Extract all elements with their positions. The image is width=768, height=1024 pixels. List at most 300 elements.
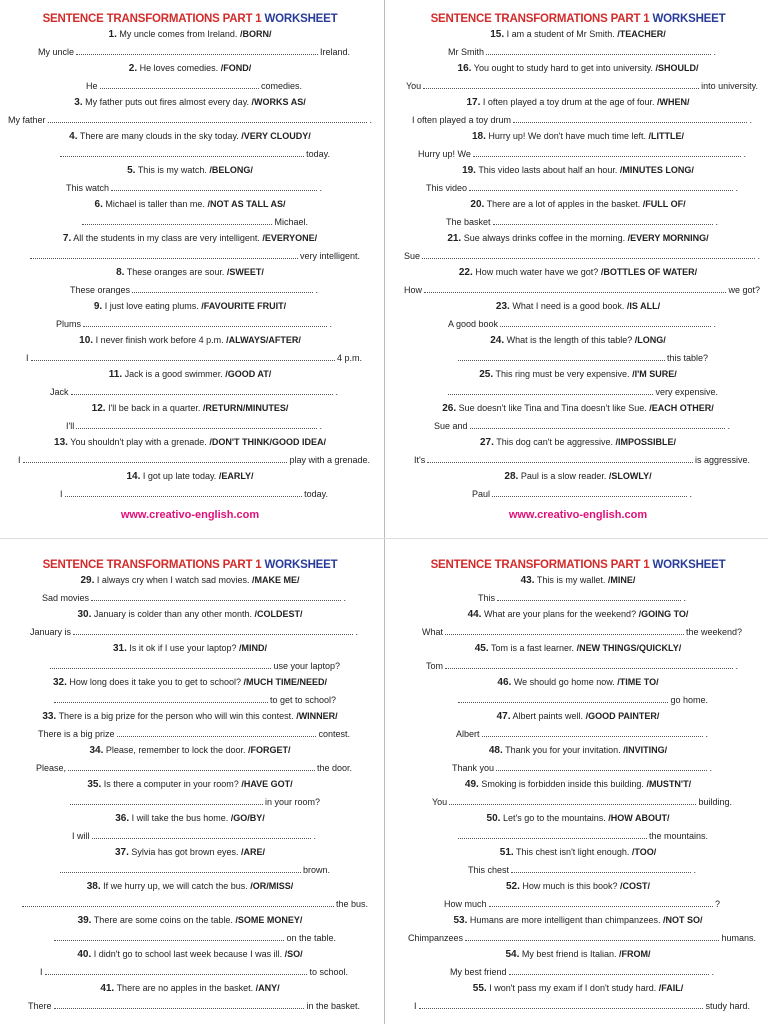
exercise-number: 33. bbox=[42, 711, 57, 722]
answer-line bbox=[8, 43, 372, 60]
exercise-keyword: /FOND/ bbox=[220, 63, 252, 73]
answer-blank[interactable] bbox=[422, 258, 755, 259]
answer-blank[interactable] bbox=[48, 122, 368, 123]
exercise-number: 8. bbox=[116, 267, 125, 278]
exercise-sentence: I didn't go to school last week because I was ill. bbox=[93, 949, 283, 959]
answer-line bbox=[8, 451, 372, 468]
exercise-question bbox=[396, 332, 760, 349]
exercise-keyword: /BOTTLES OF WATER/ bbox=[600, 267, 698, 277]
title-part2: WORKSHEET bbox=[652, 13, 726, 25]
answer-prefix: Plums bbox=[56, 319, 82, 329]
answer-line bbox=[8, 179, 372, 196]
exercise-number: 40. bbox=[77, 949, 92, 960]
answer-blank[interactable] bbox=[493, 224, 714, 225]
exercise-question bbox=[396, 572, 760, 589]
answer-prefix: Sue bbox=[404, 251, 421, 261]
answer-blank[interactable] bbox=[513, 122, 747, 123]
answer-prefix: Jack bbox=[50, 387, 69, 397]
exercise-question bbox=[8, 844, 372, 861]
exercise-number: 38. bbox=[86, 881, 101, 892]
exercise-sentence: Hurry up! We don't have much time left. bbox=[488, 131, 647, 141]
exercise-list bbox=[8, 572, 372, 1014]
answer-blank[interactable] bbox=[458, 838, 647, 839]
answer-line bbox=[396, 111, 760, 128]
answer-suffix: to get to school? bbox=[269, 695, 336, 705]
exercise-sentence: All the students in my class are very intelligent. bbox=[73, 233, 260, 243]
exercise-number: 45. bbox=[474, 643, 489, 654]
answer-blank[interactable] bbox=[68, 770, 315, 771]
exercise-question bbox=[396, 468, 760, 485]
answer-line bbox=[396, 315, 760, 332]
worksheet-panel-bottom-left bbox=[8, 546, 372, 1014]
exercise-question bbox=[8, 572, 372, 589]
answer-prefix: There bbox=[28, 1001, 52, 1011]
answer-blank[interactable] bbox=[111, 190, 317, 191]
answer-prefix: What bbox=[422, 627, 444, 637]
answer-blank[interactable] bbox=[76, 54, 318, 55]
exercise-number: 55. bbox=[472, 983, 487, 994]
answer-line bbox=[396, 281, 760, 298]
exercise-question bbox=[8, 640, 372, 657]
exercise-question bbox=[8, 946, 372, 963]
answer-blank[interactable] bbox=[482, 736, 704, 737]
exercise-number: 27. bbox=[479, 437, 494, 448]
answer-blank[interactable] bbox=[486, 54, 711, 55]
answer-line bbox=[396, 861, 760, 878]
answer-suffix: . bbox=[713, 47, 716, 57]
exercise-question bbox=[8, 878, 372, 895]
answer-blank[interactable] bbox=[92, 838, 312, 839]
answer-line bbox=[396, 691, 760, 708]
answer-prefix: I bbox=[26, 353, 29, 363]
exercise-question bbox=[8, 468, 372, 485]
answer-prefix: Mr Smith bbox=[448, 47, 484, 57]
answer-prefix: Paul bbox=[472, 489, 491, 499]
answer-prefix: These oranges bbox=[70, 285, 131, 295]
exercise-question bbox=[396, 912, 760, 929]
answer-suffix: . bbox=[369, 115, 372, 125]
exercise-sentence: Humans are more intelligent than chimpanzees. bbox=[469, 915, 661, 925]
answer-blank[interactable] bbox=[54, 940, 284, 941]
exercise-question bbox=[396, 434, 760, 451]
exercise-question bbox=[396, 742, 760, 759]
exercise-sentence: January is colder than any other month. bbox=[93, 609, 252, 619]
answer-suffix: . bbox=[329, 319, 332, 329]
answer-line bbox=[396, 589, 760, 606]
exercise-keyword: /FAVOURITE FRUIT/ bbox=[201, 301, 287, 311]
answer-prefix: Thank you bbox=[452, 763, 495, 773]
answer-line bbox=[8, 145, 372, 162]
exercise-question bbox=[396, 810, 760, 827]
answer-line bbox=[396, 963, 760, 980]
answer-line bbox=[8, 417, 372, 434]
exercise-number: 5. bbox=[127, 165, 136, 176]
exercise-question bbox=[396, 606, 760, 623]
exercise-keyword: /LONG/ bbox=[634, 335, 666, 345]
answer-suffix: use your laptop? bbox=[273, 661, 340, 671]
answer-blank[interactable] bbox=[22, 906, 334, 907]
exercise-keyword: /BELONG/ bbox=[209, 165, 253, 175]
exercise-sentence: My uncle comes from Ireland. bbox=[119, 29, 238, 39]
exercise-sentence: I just love eating plums. bbox=[104, 301, 199, 311]
exercise-keyword: /COLDEST/ bbox=[254, 609, 303, 619]
answer-blank[interactable] bbox=[65, 496, 303, 497]
exercise-keyword: /IS ALL/ bbox=[626, 301, 661, 311]
exercise-question bbox=[8, 366, 372, 383]
answer-blank[interactable] bbox=[83, 326, 327, 327]
answer-blank[interactable] bbox=[23, 462, 288, 463]
answer-blank[interactable] bbox=[469, 190, 733, 191]
exercise-sentence: This dog can't be aggressive. bbox=[496, 437, 613, 447]
answer-prefix: Sue and bbox=[434, 421, 468, 431]
worksheet-panel-bottom-right bbox=[396, 546, 760, 1014]
answer-suffix: brown. bbox=[302, 865, 330, 875]
exercise-number: 46. bbox=[497, 677, 512, 688]
answer-line bbox=[396, 179, 760, 196]
answer-blank[interactable] bbox=[70, 804, 263, 805]
answer-line bbox=[396, 77, 760, 94]
answer-suffix: the door. bbox=[316, 763, 352, 773]
answer-prefix: You bbox=[432, 797, 448, 807]
exercise-sentence: You shouldn't play with a grenade. bbox=[70, 437, 207, 447]
answer-prefix: Hurry up! We bbox=[418, 149, 471, 159]
exercise-keyword: /INVITING/ bbox=[623, 745, 668, 755]
exercise-keyword: /VERY CLOUDY/ bbox=[241, 131, 311, 141]
exercise-keyword: /BORN/ bbox=[239, 29, 272, 39]
answer-blank[interactable] bbox=[54, 1008, 305, 1009]
exercise-number: 3. bbox=[74, 97, 83, 108]
answer-blank[interactable] bbox=[448, 394, 653, 395]
answer-blank[interactable] bbox=[458, 702, 668, 703]
exercise-number: 17. bbox=[466, 97, 481, 108]
answer-prefix: A good book bbox=[448, 319, 499, 329]
exercise-sentence: Please, remember to lock the door. bbox=[105, 745, 246, 755]
answer-line bbox=[8, 997, 372, 1014]
answer-line bbox=[396, 145, 760, 162]
exercise-sentence: I often played a toy drum at the age of four. bbox=[482, 97, 655, 107]
answer-suffix: . bbox=[335, 387, 338, 397]
answer-suffix: on the table. bbox=[286, 933, 336, 943]
answer-blank[interactable] bbox=[511, 872, 691, 873]
answer-suffix: the bus. bbox=[335, 899, 368, 909]
answer-line bbox=[396, 417, 760, 434]
exercise-question bbox=[396, 946, 760, 963]
worksheet-panel-top-left bbox=[8, 0, 372, 526]
exercise-keyword: /FROM/ bbox=[618, 949, 651, 959]
answer-prefix: Chimpanzees bbox=[408, 933, 464, 943]
answer-line bbox=[8, 929, 372, 946]
answer-line bbox=[8, 315, 372, 332]
answer-prefix: How much bbox=[444, 899, 487, 909]
exercise-sentence: How much water have we got? bbox=[475, 267, 599, 277]
answer-blank[interactable] bbox=[31, 360, 335, 361]
answer-line bbox=[396, 383, 760, 400]
answer-prefix: My father bbox=[8, 115, 46, 125]
answer-suffix: . bbox=[709, 763, 712, 773]
exercise-sentence: You ought to study hard to get into university. bbox=[473, 63, 653, 73]
answer-line bbox=[8, 111, 372, 128]
exercise-number: 22. bbox=[458, 267, 473, 278]
answer-prefix: Tom bbox=[426, 661, 444, 671]
answer-line bbox=[396, 793, 760, 810]
exercise-keyword: /DON'T THINK/GOOD IDEA/ bbox=[209, 437, 326, 447]
answer-blank[interactable] bbox=[73, 634, 353, 635]
exercise-question bbox=[8, 162, 372, 179]
answer-blank[interactable] bbox=[427, 462, 693, 463]
exercise-number: 36. bbox=[115, 813, 130, 824]
exercise-sentence: How much is this book? bbox=[522, 881, 618, 891]
answer-blank[interactable] bbox=[419, 1008, 704, 1009]
title-part1: SENTENCE TRANSFORMATIONS PART 1 bbox=[42, 13, 262, 25]
exercise-keyword: /EVERYONE/ bbox=[262, 233, 318, 243]
answer-blank[interactable] bbox=[82, 224, 272, 225]
answer-blank[interactable] bbox=[423, 88, 699, 89]
website-url[interactable]: www.creativo-english.com bbox=[508, 509, 648, 521]
answer-blank[interactable] bbox=[30, 258, 298, 259]
exercise-number: 21. bbox=[447, 233, 462, 244]
answer-blank[interactable] bbox=[496, 770, 707, 771]
exercise-sentence: I'll be back in a quarter. bbox=[108, 403, 201, 413]
exercise-sentence: There are no apples in the basket. bbox=[116, 983, 254, 993]
exercise-keyword: /GOING TO/ bbox=[638, 609, 689, 619]
exercise-keyword: /SLOWLY/ bbox=[608, 471, 652, 481]
exercise-number: 19. bbox=[462, 165, 476, 176]
answer-suffix: . bbox=[355, 627, 358, 637]
exercise-number: 50. bbox=[486, 813, 501, 824]
answer-suffix: today. bbox=[304, 489, 328, 499]
exercise-sentence: Sylvia has got brown eyes. bbox=[131, 847, 239, 857]
answer-line bbox=[8, 657, 372, 674]
answer-prefix: I bbox=[18, 455, 21, 465]
answer-line bbox=[396, 657, 760, 674]
exercise-keyword: /OR/MISS/ bbox=[250, 881, 294, 891]
exercise-number: 16. bbox=[457, 63, 472, 74]
exercise-keyword: /WHEN/ bbox=[657, 97, 690, 107]
exercise-sentence: Tom is a fast learner. bbox=[491, 643, 575, 653]
exercise-keyword: /RETURN/MINUTES/ bbox=[202, 403, 289, 413]
exercise-keyword: /FORGET/ bbox=[248, 745, 291, 755]
exercise-keyword: /HAVE GOT/ bbox=[241, 779, 293, 789]
answer-suffix: . bbox=[711, 967, 714, 977]
worksheet-title bbox=[8, 0, 372, 26]
answer-prefix: My best friend bbox=[450, 967, 507, 977]
exercise-question bbox=[8, 94, 372, 111]
exercise-sentence: I always cry when I watch sad movies. bbox=[96, 575, 250, 585]
exercise-number: 15. bbox=[490, 29, 505, 40]
exercise-keyword: /MAKE ME/ bbox=[251, 575, 300, 585]
exercise-question bbox=[8, 434, 372, 451]
title-part1: SENTENCE TRANSFORMATIONS PART 1 bbox=[430, 13, 650, 25]
answer-blank[interactable] bbox=[424, 292, 726, 293]
answer-blank[interactable] bbox=[60, 872, 301, 873]
answer-suffix: this table? bbox=[666, 353, 708, 363]
answer-blank[interactable] bbox=[100, 88, 259, 89]
exercise-question bbox=[8, 776, 372, 793]
worksheet-title bbox=[396, 546, 760, 572]
exercise-question bbox=[8, 400, 372, 417]
exercise-sentence: These oranges are sour. bbox=[126, 267, 225, 277]
title-part2: WORKSHEET bbox=[652, 559, 726, 571]
answer-blank[interactable] bbox=[60, 156, 304, 157]
answer-suffix: study hard. bbox=[705, 1001, 750, 1011]
exercise-number: 11. bbox=[108, 369, 123, 380]
exercise-keyword: /EACH OTHER/ bbox=[649, 403, 714, 413]
exercise-keyword: /GOOD PAINTER/ bbox=[585, 711, 660, 721]
exercise-question bbox=[8, 332, 372, 349]
exercise-question bbox=[8, 264, 372, 281]
exercise-keyword: /SOME MONEY/ bbox=[235, 915, 303, 925]
exercise-question bbox=[396, 264, 760, 281]
answer-prefix: I bbox=[40, 967, 43, 977]
exercise-keyword: /NOT AS TALL AS/ bbox=[207, 199, 286, 209]
answer-suffix: the weekend? bbox=[685, 627, 742, 637]
exercise-number: 31. bbox=[113, 643, 127, 654]
answer-blank[interactable] bbox=[45, 974, 308, 975]
exercise-keyword: /EVERY MORNING/ bbox=[627, 233, 709, 243]
answer-suffix: very intelligent. bbox=[299, 251, 360, 261]
exercise-keyword: /GO/BY/ bbox=[230, 813, 265, 823]
answer-prefix: Albert bbox=[456, 729, 480, 739]
answer-suffix: . bbox=[743, 149, 746, 159]
exercise-sentence: Michael is taller than me. bbox=[105, 199, 205, 209]
exercise-question bbox=[396, 128, 760, 145]
answer-prefix: He bbox=[86, 81, 98, 91]
exercise-keyword: /I'M SURE/ bbox=[632, 369, 677, 379]
answer-line bbox=[396, 725, 760, 742]
exercise-keyword: /MUCH TIME/NEED/ bbox=[243, 677, 328, 687]
answer-line bbox=[8, 213, 372, 230]
answer-blank[interactable] bbox=[489, 906, 713, 907]
exercise-number: 32. bbox=[52, 677, 67, 688]
answer-line bbox=[8, 861, 372, 878]
answer-prefix: My uncle bbox=[38, 47, 75, 57]
answer-blank[interactable] bbox=[500, 326, 711, 327]
answer-suffix: . bbox=[715, 217, 718, 227]
exercise-sentence: Is there a computer in your room? bbox=[103, 779, 239, 789]
exercise-keyword: /WINNER/ bbox=[296, 711, 338, 721]
answer-blank[interactable] bbox=[473, 156, 742, 157]
exercise-number: 20. bbox=[470, 199, 485, 210]
exercise-list bbox=[396, 572, 760, 1014]
exercise-sentence: What is the length of this table? bbox=[506, 335, 633, 345]
exercise-keyword: /IMPOSSIBLE/ bbox=[615, 437, 677, 447]
answer-suffix: Ireland. bbox=[319, 47, 350, 57]
answer-line bbox=[8, 759, 372, 776]
exercise-keyword: /HOW ABOUT/ bbox=[608, 813, 670, 823]
answer-line bbox=[8, 589, 372, 606]
exercise-sentence: What I need is a good book. bbox=[512, 301, 625, 311]
exercise-sentence: He loves comedies. bbox=[139, 63, 219, 73]
answer-blank[interactable] bbox=[91, 600, 341, 601]
answer-suffix: . bbox=[727, 421, 730, 431]
answer-suffix: . bbox=[757, 251, 760, 261]
answer-suffix: building. bbox=[698, 797, 732, 807]
exercise-sentence: This ring must be very expensive. bbox=[495, 369, 630, 379]
exercise-sentence: I got up late today. bbox=[142, 471, 217, 481]
answer-suffix: in your room? bbox=[264, 797, 320, 807]
answer-suffix: . bbox=[683, 593, 686, 603]
answer-blank[interactable] bbox=[445, 634, 684, 635]
exercise-number: 4. bbox=[69, 131, 78, 142]
exercise-question bbox=[8, 742, 372, 759]
exercise-sentence: There are a lot of apples in the basket. bbox=[486, 199, 641, 209]
answer-blank[interactable] bbox=[465, 940, 719, 941]
answer-line bbox=[8, 725, 372, 742]
answer-suffix: humans. bbox=[721, 933, 756, 943]
exercise-number: 39. bbox=[77, 915, 92, 926]
answer-blank[interactable] bbox=[445, 668, 733, 669]
answer-prefix: I'll bbox=[66, 421, 75, 431]
exercise-sentence: My best friend is Italian. bbox=[521, 949, 617, 959]
answer-blank[interactable] bbox=[54, 702, 268, 703]
answer-blank[interactable] bbox=[71, 394, 334, 395]
exercise-keyword: /LITTLE/ bbox=[648, 131, 685, 141]
exercise-number: 29. bbox=[80, 575, 95, 586]
answer-prefix: January is bbox=[30, 627, 72, 637]
answer-blank[interactable] bbox=[492, 496, 687, 497]
exercise-question bbox=[8, 230, 372, 247]
exercise-question bbox=[8, 128, 372, 145]
exercise-keyword: /SO/ bbox=[284, 949, 303, 959]
answer-line bbox=[8, 623, 372, 640]
answer-prefix: How bbox=[404, 285, 423, 295]
answer-line bbox=[396, 213, 760, 230]
answer-line bbox=[8, 895, 372, 912]
answer-blank[interactable] bbox=[132, 292, 313, 293]
answer-prefix: Sad movies bbox=[42, 593, 90, 603]
answer-blank[interactable] bbox=[76, 428, 317, 429]
answer-suffix: comedies. bbox=[260, 81, 302, 91]
answer-suffix: . bbox=[313, 831, 316, 841]
answer-blank[interactable] bbox=[497, 600, 681, 601]
exercise-number: 48. bbox=[488, 745, 503, 756]
answer-blank[interactable] bbox=[509, 974, 710, 975]
exercise-question bbox=[396, 196, 760, 213]
answer-blank[interactable] bbox=[449, 804, 696, 805]
exercise-number: 49. bbox=[464, 779, 479, 790]
exercise-sentence: There are some coins on the table. bbox=[93, 915, 233, 925]
exercise-sentence: If we hurry up, we will catch the bus. bbox=[103, 881, 248, 891]
exercise-question bbox=[396, 776, 760, 793]
answer-blank[interactable] bbox=[50, 668, 271, 669]
exercise-question bbox=[8, 196, 372, 213]
answer-line bbox=[8, 485, 372, 502]
exercise-keyword: /ANY/ bbox=[255, 983, 280, 993]
exercise-sentence: Sue doesn't like Tina and Tina doesn't like Sue. bbox=[458, 403, 647, 413]
answer-blank[interactable] bbox=[117, 736, 317, 737]
exercise-keyword: /MINE/ bbox=[607, 575, 636, 585]
exercise-number: 34. bbox=[89, 745, 104, 756]
exercise-number: 1. bbox=[108, 29, 117, 40]
exercise-question bbox=[396, 844, 760, 861]
exercise-keyword: /SWEET/ bbox=[226, 267, 264, 277]
answer-blank[interactable] bbox=[458, 360, 665, 361]
answer-suffix: . bbox=[735, 183, 738, 193]
answer-suffix: . bbox=[319, 183, 322, 193]
exercise-number: 18. bbox=[471, 131, 486, 142]
title-part2: WORKSHEET bbox=[264, 13, 338, 25]
answer-suffix: . bbox=[315, 285, 318, 295]
exercise-number: 9. bbox=[93, 301, 103, 312]
exercise-sentence: Thank you for your invitation. bbox=[505, 745, 621, 755]
title-part2: WORKSHEET bbox=[264, 559, 338, 571]
website-url[interactable]: www.creativo-english.com bbox=[120, 509, 260, 521]
answer-line bbox=[396, 895, 760, 912]
answer-line bbox=[8, 349, 372, 366]
answer-blank[interactable] bbox=[470, 428, 726, 429]
exercise-sentence: Let's go to the mountains. bbox=[502, 813, 606, 823]
answer-line bbox=[396, 623, 760, 640]
